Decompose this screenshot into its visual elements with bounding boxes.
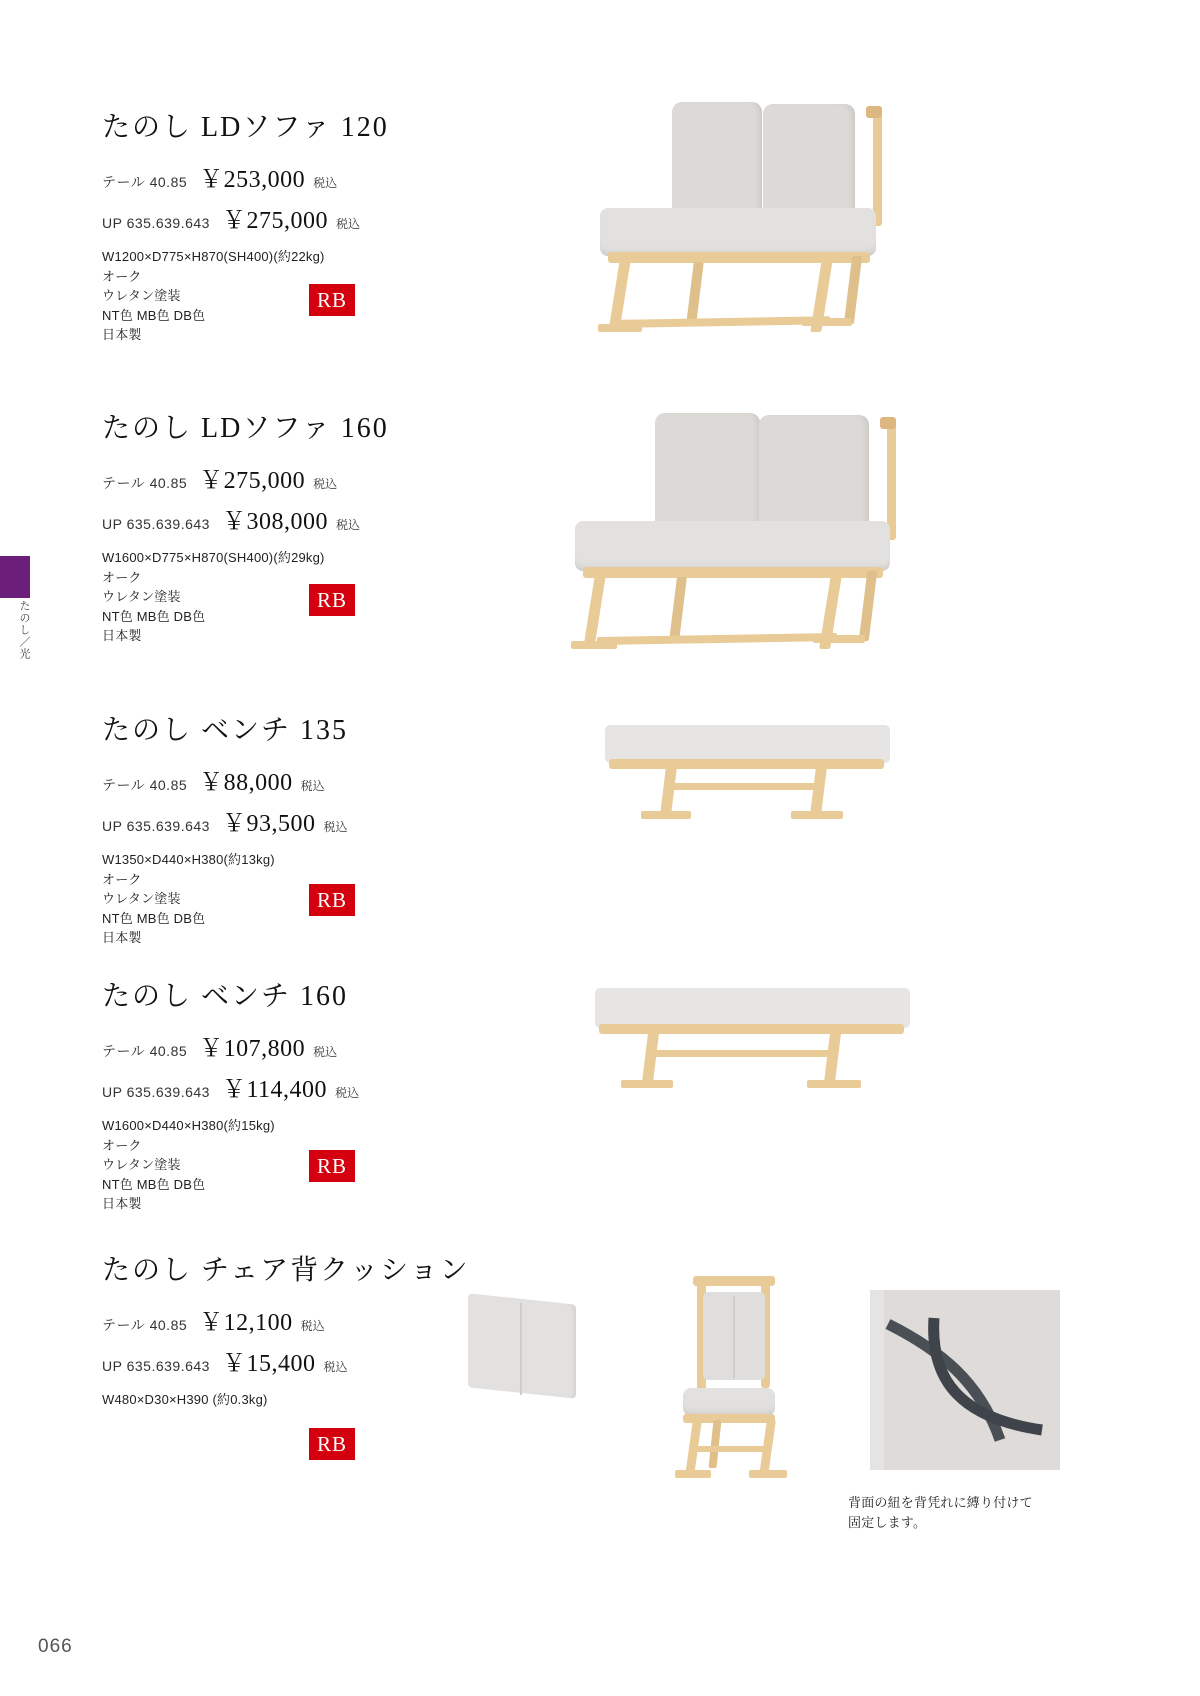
price-tax-note: 税込 [323,1360,348,1374]
product-image-ld-sofa-160 [545,395,945,645]
price-tax-note: 税込 [323,820,348,834]
price-grade: UP 635.639.643 [102,1084,210,1100]
price-tax-note: 税込 [313,176,338,190]
price-grade: テール 40.85 [102,1317,188,1333]
product-title: たのし ベンチ 135 [102,715,349,746]
caption-line: 背面の紐を背凭れに縛り付けて [848,1495,1033,1510]
price-amount: ￥253,000 [199,167,306,193]
product-title: たのし チェア背クッション [102,1255,470,1286]
rb-badge: RB [309,284,355,316]
price-amount: ￥12,100 [199,1310,293,1336]
price-grade: テール 40.85 [102,475,188,491]
price-row-primary [102,460,389,495]
page-number: 066 [38,1636,73,1657]
caption-line: 固定します。 [848,1515,927,1531]
price-amount: ￥275,000 [199,468,306,494]
spec-line: 日本製 [102,628,142,643]
price-amount: ￥88,000 [199,770,293,796]
price-grade: テール 40.85 [102,777,188,793]
price-grade: UP 635.639.643 [102,516,210,532]
rb-badge: RB [309,584,355,616]
rb-badge: RB [309,1150,355,1182]
price-grade: UP 635.639.643 [102,215,210,231]
spec-line: NT色 MB色 DB色 [102,910,206,926]
spec-line: W1200×D775×H870(SH400)(約22kg) [102,249,325,264]
spec-line: W1600×D440×H380(約15kg) [102,1118,275,1133]
spec-line: ウレタン塗装 [102,288,181,303]
spec-line: オーク [102,1137,142,1153]
product-title: たのし ベンチ 160 [102,981,349,1012]
price-row-secondary [102,803,348,838]
image-caption [848,1493,1033,1533]
price-amount: ￥15,400 [221,1351,316,1377]
spec-line: 日本製 [102,930,142,945]
price-tax-note: 税込 [313,1045,338,1059]
product-image-chair-cushion [460,1295,595,1415]
side-tab-marker [0,556,30,598]
product-image-chair-with-cushion [645,1270,825,1500]
spec-line: オーク [102,871,142,887]
price-row-secondary [102,1343,470,1378]
product-title: たのし LDソファ 120 [102,112,389,143]
price-amount: ￥275,000 [221,208,328,234]
spec-line: ウレタン塗装 [102,891,181,906]
price-grade: テール 40.85 [102,1043,188,1059]
spec-line: W1600×D775×H870(SH400)(約29kg) [102,550,325,565]
price-grade: UP 635.639.643 [102,818,210,834]
price-tax-note: 税込 [335,217,360,231]
product-image-bench-160 [585,978,925,1098]
price-amount: ￥93,500 [221,811,316,837]
product-spec [102,1390,470,1410]
product-image-ld-sofa-120 [580,90,920,330]
price-tax-note: 税込 [335,1086,360,1100]
rb-badge: RB [309,1428,355,1460]
product-image-bench-135 [595,715,905,835]
price-row-primary [102,762,348,797]
spec-line: NT色 MB色 DB色 [102,307,206,323]
price-row-primary [102,159,389,194]
product-image-strap-detail [870,1290,1060,1470]
price-row-secondary [102,1069,359,1104]
price-amount: ￥308,000 [221,509,328,535]
price-tax-note: 税込 [335,518,360,532]
price-tax-note: 税込 [300,779,325,793]
rb-badge: RB [309,884,355,916]
spec-line: NT色 MB色 DB色 [102,1176,206,1192]
price-tax-note: 税込 [300,1319,325,1333]
price-grade: テール 40.85 [102,174,188,190]
spec-line: オーク [102,569,142,585]
spec-line: NT色 MB色 DB色 [102,608,206,624]
price-amount: ￥107,800 [199,1036,306,1062]
strap-icon [870,1290,1060,1470]
spec-line: W480×D30×H390 (約0.3kg) [102,1392,268,1407]
price-grade: UP 635.639.643 [102,1358,210,1374]
price-row-secondary [102,200,389,235]
price-tax-note: 税込 [313,477,338,491]
price-row-primary [102,1302,470,1337]
price-amount: ￥114,400 [221,1077,328,1103]
product-title: たのし LDソファ 160 [102,413,389,444]
price-row-secondary [102,501,389,536]
price-row-primary [102,1028,359,1063]
spec-line: オーク [102,268,142,284]
spec-line: 日本製 [102,1196,142,1211]
side-tab-label: たのし／光 [18,600,30,660]
product-entry [102,1248,470,1410]
spec-line: W1350×D440×H380(約13kg) [102,852,275,867]
spec-line: ウレタン塗装 [102,589,181,604]
spec-line: ウレタン塗装 [102,1157,181,1172]
spec-line: 日本製 [102,327,142,342]
